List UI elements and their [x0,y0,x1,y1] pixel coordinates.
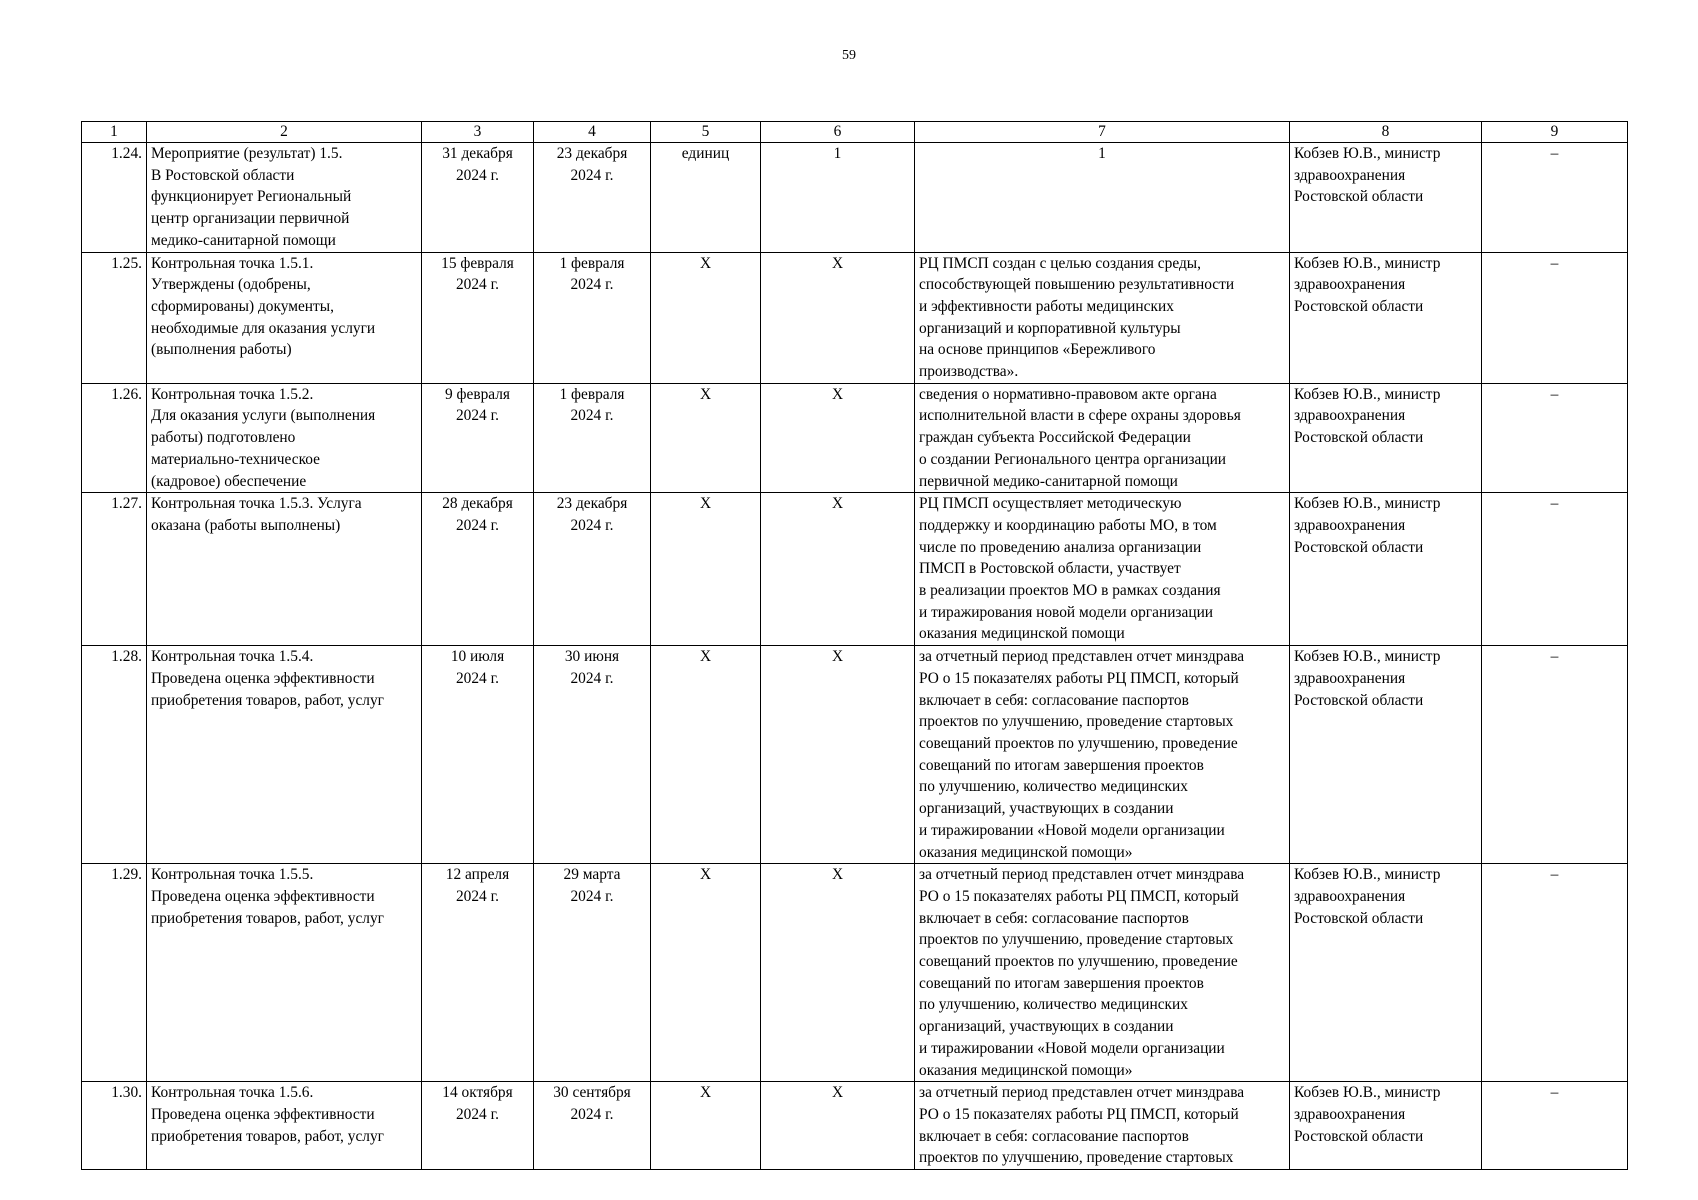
column-header-6: 6 [761,122,915,143]
result-description: РЦ ПМСП осуществляет методическую поддержку и координацию работы МО, в том числе по проведению анализа организации ПМСП в Ростовской области, участвует в реализации проектов МО в рамках создания и тиражирования новой модели организации оказания медицинской помощи [915,493,1290,646]
table-row [82,1082,1628,1170]
responsible-person: Кобзев Ю.В., министр здравоохранения Ростовской области [1290,1082,1482,1170]
plan-date: 28 декабря 2024 г. [422,493,534,646]
row-number: 1.25. [82,252,147,383]
row-number: 1.24. [82,143,147,253]
responsible-person: Кобзев Ю.В., министр здравоохранения Ростовской области [1290,646,1482,864]
measure-name: Контрольная точка 1.5.6. Проведена оценка эффективности приобретения товаров, работ, услуг [147,1082,422,1170]
note: – [1482,143,1628,253]
unit: Х [651,1082,761,1170]
row-number: 1.27. [82,493,147,646]
row-number: 1.29. [82,864,147,1082]
responsible-person: Кобзев Ю.В., министр здравоохранения Ростовской области [1290,493,1482,646]
row-number: 1.30. [82,1082,147,1170]
unit: единиц [651,143,761,253]
page-number: 59 [842,48,856,63]
plan-value: Х [761,864,915,1082]
responsible-person: Кобзев Ю.В., министр здравоохранения Ростовской области [1290,383,1482,493]
column-header-9: 9 [1482,122,1628,143]
result-description: за отчетный период представлен отчет минздрава РО о 15 показателях работы РЦ ПМСП, который включает в себя: согласование паспортов проектов по улучшению, проведение стартовых [915,1082,1290,1170]
result-description: за отчетный период представлен отчет минздрава РО о 15 показателях работы РЦ ПМСП, который включает в себя: согласование паспортов проектов по улучшению, проведение стартовых совещаний проектов по улучшению, проведение совещаний по итогам завершения проектов по улучшению, количество медицинских организаций, участвующих в создании и тиражировании «Новой модели организации оказания медицинской помощи» [915,646,1290,864]
plan-value: 1 [761,143,915,253]
actual-date: 1 февраля 2024 г. [534,252,651,383]
note: – [1482,646,1628,864]
plan-value: Х [761,493,915,646]
plan-date: 31 декабря 2024 г. [422,143,534,253]
actual-date: 30 июня 2024 г. [534,646,651,864]
table-row [82,143,1628,253]
plan-value: Х [761,252,915,383]
responsible-person: Кобзев Ю.В., министр здравоохранения Ростовской области [1290,143,1482,253]
actual-date: 30 сентября 2024 г. [534,1082,651,1170]
table-row [82,383,1628,493]
note: – [1482,493,1628,646]
actual-date: 1 февраля 2024 г. [534,383,651,493]
plan-date: 15 февраля 2024 г. [422,252,534,383]
row-number: 1.26. [82,383,147,493]
plan-value: Х [761,383,915,493]
result-description: за отчетный период представлен отчет минздрава РО о 15 показателях работы РЦ ПМСП, который включает в себя: согласование паспортов проектов по улучшению, проведение стартовых совещаний проектов по улучшению, проведение совещаний по итогам завершения проектов по улучшению, количество медицинских организаций, участвующих в создании и тиражировании «Новой модели организации оказания медицинской помощи» [915,864,1290,1082]
table-row [82,864,1628,1082]
plan-value: Х [761,646,915,864]
measure-name: Контрольная точка 1.5.1. Утверждены (одобрены, сформированы) документы, необходимые для оказания услуги (выполнения работы) [147,252,422,383]
table-row [82,493,1628,646]
column-header-5: 5 [651,122,761,143]
plan-date: 9 февраля 2024 г. [422,383,534,493]
plan-value: Х [761,1082,915,1170]
plan-date: 14 октября 2024 г. [422,1082,534,1170]
actual-date: 23 декабря 2024 г. [534,493,651,646]
note: – [1482,383,1628,493]
unit: Х [651,383,761,493]
column-header-1: 1 [82,122,147,143]
unit: Х [651,864,761,1082]
column-header-3: 3 [422,122,534,143]
note: – [1482,252,1628,383]
unit: Х [651,646,761,864]
unit: Х [651,252,761,383]
measure-name: Контрольная точка 1.5.2. Для оказания услуги (выполнения работы) подготовлено материально-техническое (кадровое) обеспечение [147,383,422,493]
note: – [1482,864,1628,1082]
plan-date: 12 апреля 2024 г. [422,864,534,1082]
table-row [82,646,1628,864]
result-description: РЦ ПМСП создан с целью создания среды, способствующей повышению результативности и эффективности работы медицинских организаций и корпоративной культуры на основе принципов «Бережливого производства». [915,252,1290,383]
result-description: 1 [915,143,1290,253]
unit: Х [651,493,761,646]
column-header-2: 2 [147,122,422,143]
responsible-person: Кобзев Ю.В., министр здравоохранения Ростовской области [1290,864,1482,1082]
result-description: сведения о нормативно-правовом акте органа исполнительной власти в сфере охраны здоровья граждан субъекта Российской Федерации о создании Регионального центра организации первичной медико-санитарной помощи [915,383,1290,493]
responsible-person: Кобзев Ю.В., министр здравоохранения Ростовской области [1290,252,1482,383]
measure-name: Контрольная точка 1.5.3. Услуга оказана (работы выполнены) [147,493,422,646]
actual-date: 23 декабря 2024 г. [534,143,651,253]
measure-name: Мероприятие (результат) 1.5. В Ростовской области функционирует Региональный центр организации первичной медико-санитарной помощи [147,143,422,253]
measures-table [81,121,1628,1170]
measure-name: Контрольная точка 1.5.4. Проведена оценка эффективности приобретения товаров, работ, услуг [147,646,422,864]
plan-date: 10 июля 2024 г. [422,646,534,864]
table-row [82,252,1628,383]
column-number-row [82,122,1628,143]
note: – [1482,1082,1628,1170]
column-header-4: 4 [534,122,651,143]
column-header-7: 7 [915,122,1290,143]
measure-name: Контрольная точка 1.5.5. Проведена оценка эффективности приобретения товаров, работ, услуг [147,864,422,1082]
column-header-8: 8 [1290,122,1482,143]
actual-date: 29 марта 2024 г. [534,864,651,1082]
row-number: 1.28. [82,646,147,864]
